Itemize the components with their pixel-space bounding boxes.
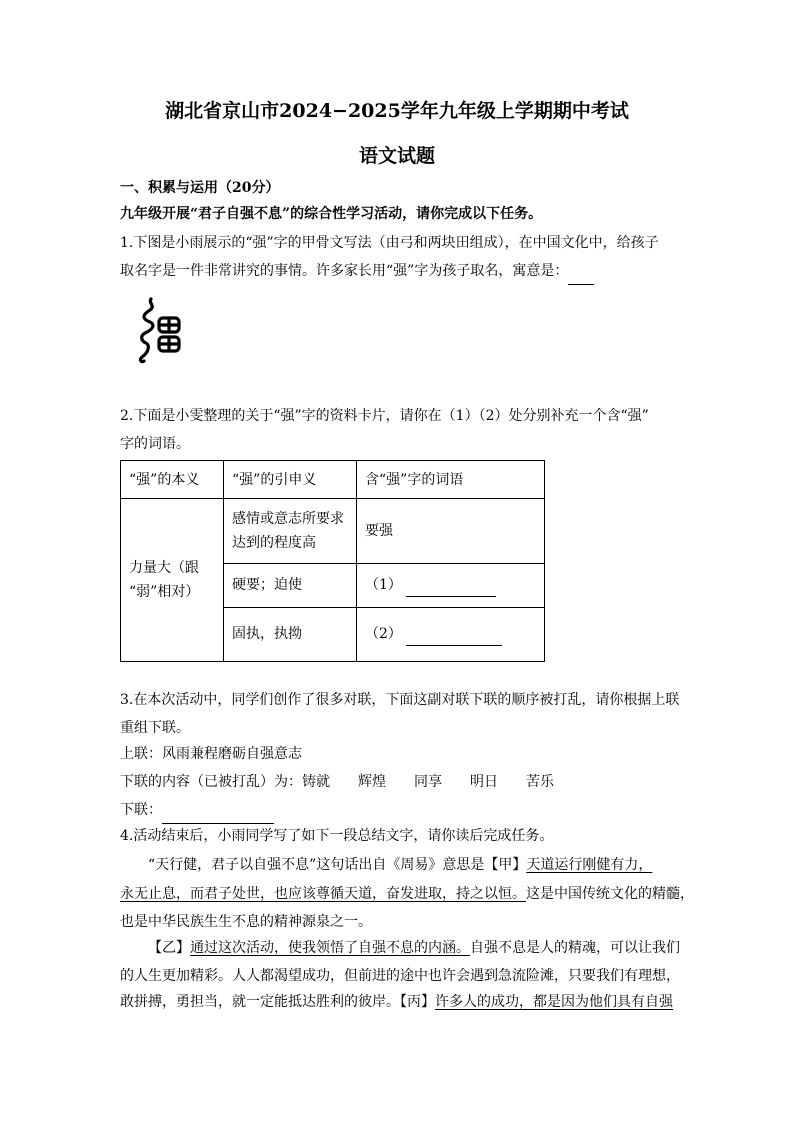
text-span: 自强不息是人的精魂，可以让我们 — [470, 940, 680, 956]
q1-prompt: 取名字是一件非常讲究的事情。许多家长用“强”字为孩子取名，寓意是： — [120, 263, 569, 279]
q2-line1: 2.下面是小雯整理的关于“强”字的资料卡片，请你在（1）（2）处分别补充一个含“强” — [120, 408, 649, 424]
word-card-table — [120, 460, 545, 662]
blank-2-answer[interactable] — [406, 629, 502, 646]
q3-lower-scrambled — [120, 768, 554, 796]
base-meaning-line: 力量大（跟 — [129, 560, 199, 577]
header-extended-meaning: “强”的引申义 — [224, 461, 357, 499]
blank-1-label: （1） — [365, 577, 402, 594]
q2-line2: 字的词语。 — [120, 436, 190, 452]
answer-label: 下联： — [120, 802, 162, 818]
text-span: “天行健，君子以自强不息”这句话出自《周易》意思是【甲】 — [148, 857, 527, 873]
text-span: 这是中国传统文化的精髓， — [526, 886, 694, 902]
word-cell — [357, 607, 545, 661]
meaning-line: 感情或意志所要求 — [232, 510, 344, 527]
section-intro: 九年级开展“君子自强不息”的综合性学习活动，请你完成以下任务。 — [120, 206, 543, 222]
page-title: 湖北省京山市2024−2025学年九年级上学期期中考试 — [165, 100, 629, 122]
couplet-word: 明日 — [470, 774, 498, 790]
underlined-sentence-jia: 天道运行刚健有力， — [526, 857, 653, 873]
meaning-cell: 硬要；迫使 — [224, 563, 357, 607]
page-subtitle: 语文试题 — [358, 145, 435, 167]
meaning-cell: 固执，执拗 — [224, 607, 357, 661]
q1-answer-blank[interactable] — [568, 268, 594, 285]
header-words: 含“强”字的词语 — [357, 461, 545, 499]
q4-line1: 4.活动结束后，小雨同学写了如下一段总结文字，请你读后完成任务。 — [120, 828, 554, 844]
couplet-word: 同享 — [414, 774, 442, 790]
q1-line2 — [120, 257, 594, 285]
q4-paragraph-line — [120, 988, 673, 1016]
word-cell: 要强 — [357, 499, 545, 563]
q3-line1: 3.在本次活动中，同学们创作了很多对联，下面这副对联下联的顺序被打乱，请你根据上联 — [120, 692, 680, 708]
blank-2-label: （2） — [365, 626, 402, 643]
couplet-word: 铸就 — [302, 774, 330, 790]
word-cell — [357, 563, 545, 607]
q1-line1: 1.下图是小雨展示的“强”字的甲骨文写法（由弓和两块田组成），在中国文化中，给孩子 — [120, 235, 659, 251]
base-meaning-cell — [121, 499, 224, 662]
lower-prefix: 下联的内容（已被打乱）为： — [120, 774, 302, 790]
underlined-sentence-bing: 许多人的成功，都是因为他们具有自强 — [435, 994, 673, 1010]
meaning-line: 达到的程度高 — [232, 534, 316, 551]
text-span: 敢拼搏，勇担当，就一定能抵达胜利的彼岸。【丙】 — [120, 994, 435, 1010]
blank-1-answer[interactable] — [406, 580, 496, 597]
table-row — [121, 499, 545, 563]
q3-upper-couplet: 上联：风雨兼程磨砺自强意志 — [120, 746, 302, 762]
q3-line2: 重组下联。 — [120, 720, 190, 736]
q3-answer-line — [120, 796, 274, 824]
section-heading: 一、积累与运用（20分） — [120, 180, 280, 196]
q4-paragraph-line: 也是中华民族生生不息的精神源泉之一。 — [120, 914, 372, 930]
table-header-row — [121, 461, 545, 499]
q4-paragraph-line — [148, 934, 680, 962]
oracle-bone-qiang-icon — [136, 297, 184, 367]
base-meaning-line: “弱”相对） — [129, 584, 200, 601]
couplet-word: 辉煌 — [358, 774, 386, 790]
q4-paragraph-line — [148, 851, 652, 879]
text-span: 【乙】 — [148, 940, 190, 956]
q4-paragraph-line: 的人生更加精彩。人人都渴望成功，但前进的途中也许会遇到急流险滩，只要我们有理想， — [120, 968, 680, 984]
header-base-meaning: “强”的本义 — [121, 461, 224, 499]
q4-paragraph-line — [120, 880, 694, 908]
underlined-sentence-jia: 永无止息，而君子处世，也应该尊循天道，奋发进取，持之以恒。 — [120, 886, 526, 902]
underlined-sentence-yi: 通过这次活动，使我领悟了自强不息的内涵。 — [190, 940, 470, 956]
couplet-word: 苦乐 — [526, 774, 554, 790]
meaning-cell — [224, 499, 357, 563]
